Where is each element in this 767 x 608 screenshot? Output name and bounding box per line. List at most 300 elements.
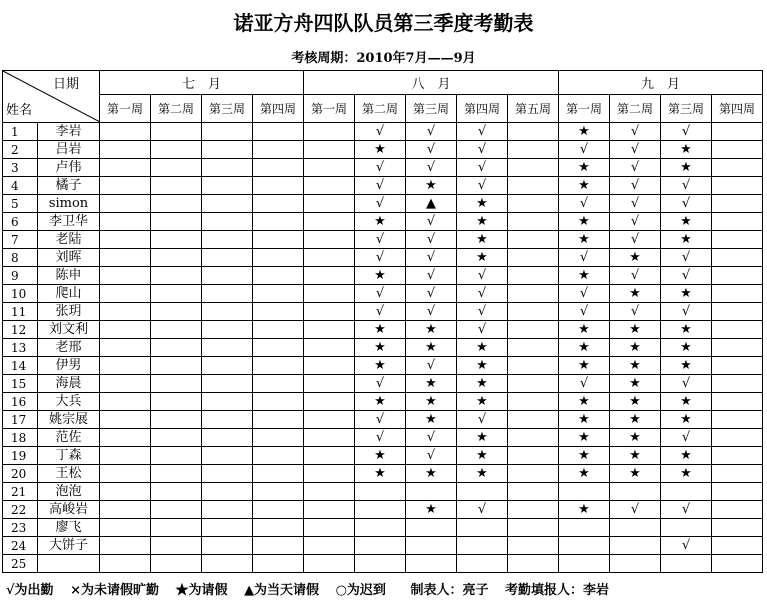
attendance-cell: ★: [406, 465, 457, 483]
legend-leave: ★为请假: [175, 583, 228, 598]
attendance-cell: [457, 519, 508, 537]
attendance-cell: [559, 483, 610, 501]
table-row: [3, 465, 763, 483]
attendance-cell: [151, 375, 202, 393]
attendance-cell: [202, 447, 253, 465]
row-number: 16: [3, 393, 38, 411]
attendance-cell: [508, 465, 559, 483]
member-name: 刘文利: [38, 321, 100, 339]
attendance-cell: ★: [610, 447, 661, 465]
legend-late: ○为迟到: [335, 583, 386, 598]
attendance-cell: [712, 159, 763, 177]
week-header: 第一周: [100, 95, 151, 123]
attendance-cell: √: [559, 303, 610, 321]
attendance-cell: [151, 483, 202, 501]
member-name: 范佐: [38, 429, 100, 447]
member-name: 廖飞: [38, 519, 100, 537]
attendance-cell: √: [355, 195, 406, 213]
attendance-cell: [202, 519, 253, 537]
attendance-cell: [253, 411, 304, 429]
table-row: [3, 213, 763, 231]
attendance-cell: √: [355, 231, 406, 249]
attendance-cell: [100, 375, 151, 393]
attendance-cell: [712, 375, 763, 393]
month-header-september: 九 月: [559, 71, 763, 95]
attendance-cell: ★: [559, 411, 610, 429]
attendance-cell: [304, 339, 355, 357]
table-row: [3, 447, 763, 465]
attendance-cell: [253, 465, 304, 483]
attendance-cell: [100, 159, 151, 177]
attendance-cell: ★: [610, 249, 661, 267]
attendance-cell: [151, 177, 202, 195]
row-number: 23: [3, 519, 38, 537]
attendance-cell: √: [457, 303, 508, 321]
attendance-cell: ▲: [406, 195, 457, 213]
attendance-cell: [253, 303, 304, 321]
attendance-cell: [712, 537, 763, 555]
member-name: 伊男: [38, 357, 100, 375]
attendance-cell: [457, 537, 508, 555]
attendance-cell: √: [457, 267, 508, 285]
member-name: 泡泡: [38, 483, 100, 501]
table-row: [3, 429, 763, 447]
attendance-cell: [508, 501, 559, 519]
date-header-label: 日期: [53, 77, 80, 92]
table-row: [3, 321, 763, 339]
attendance-cell: [559, 537, 610, 555]
week-header: 第二周: [610, 95, 661, 123]
member-name: 橘子: [38, 177, 100, 195]
member-name: 李岩: [38, 123, 100, 141]
sheet-title: 诺亚方舟四队队员第三季度考勤表: [233, 11, 534, 35]
attendance-cell: √: [355, 375, 406, 393]
attendance-cell: [100, 303, 151, 321]
period-label: 考核周期：2010年7月——9月: [291, 51, 476, 66]
attendance-cell: [202, 537, 253, 555]
attendance-cell: [151, 411, 202, 429]
attendance-cell: [151, 321, 202, 339]
table-row: [3, 267, 763, 285]
attendance-cell: ★: [610, 411, 661, 429]
attendance-cell: [712, 267, 763, 285]
attendance-cell: √: [406, 213, 457, 231]
attendance-cell: √: [661, 429, 712, 447]
attendance-cell: ★: [457, 195, 508, 213]
attendance-cell: ★: [661, 465, 712, 483]
attendance-cell: √: [610, 123, 661, 141]
attendance-cell: ★: [406, 393, 457, 411]
attendance-cell: [253, 537, 304, 555]
attendance-cell: [712, 465, 763, 483]
attendance-cell: √: [610, 501, 661, 519]
attendance-cell: [151, 285, 202, 303]
attendance-cell: √: [661, 267, 712, 285]
attendance-cell: [712, 177, 763, 195]
member-name: 王松: [38, 465, 100, 483]
attendance-cell: [508, 123, 559, 141]
attendance-cell: [151, 339, 202, 357]
row-number: 18: [3, 429, 38, 447]
attendance-cell: ★: [559, 447, 610, 465]
attendance-cell: [712, 285, 763, 303]
attendance-cell: [508, 321, 559, 339]
member-name: 海晨: [38, 375, 100, 393]
attendance-cell: [100, 285, 151, 303]
attendance-cell: [304, 195, 355, 213]
legend-footer: [6, 580, 766, 602]
attendance-cell: [151, 447, 202, 465]
row-number: 9: [3, 267, 38, 285]
attendance-cell: √: [610, 267, 661, 285]
attendance-cell: ★: [661, 447, 712, 465]
attendance-cell: [712, 195, 763, 213]
row-number: 15: [3, 375, 38, 393]
attendance-cell: [304, 393, 355, 411]
attendance-cell: [151, 537, 202, 555]
attendance-cell: [151, 555, 202, 573]
attendance-cell: ★: [406, 177, 457, 195]
month-header-august: 八 月: [304, 71, 559, 95]
attendance-cell: √: [457, 501, 508, 519]
attendance-cell: [151, 249, 202, 267]
attendance-cell: [202, 141, 253, 159]
attendance-cell: [712, 501, 763, 519]
attendance-cell: [355, 537, 406, 555]
attendance-cell: √: [355, 429, 406, 447]
attendance-cell: ★: [661, 339, 712, 357]
attendance-cell: ★: [355, 267, 406, 285]
attendance-cell: [508, 339, 559, 357]
table-row: [3, 501, 763, 519]
legend-sameday-leave: ▲为当天请假: [244, 583, 320, 598]
attendance-cell: [559, 555, 610, 573]
attendance-cell: [508, 249, 559, 267]
table-row: [3, 123, 763, 141]
attendance-cell: [304, 501, 355, 519]
attendance-cell: ★: [406, 411, 457, 429]
row-number: 13: [3, 339, 38, 357]
table-row: [3, 303, 763, 321]
row-number: 4: [3, 177, 38, 195]
attendance-cell: [253, 357, 304, 375]
row-number: 21: [3, 483, 38, 501]
attendance-cell: [253, 501, 304, 519]
attendance-cell: [712, 141, 763, 159]
attendance-cell: [202, 267, 253, 285]
attendance-cell: [712, 213, 763, 231]
attendance-cell: √: [406, 231, 457, 249]
attendance-cell: [100, 177, 151, 195]
attendance-cell: [151, 465, 202, 483]
attendance-cell: ★: [457, 249, 508, 267]
attendance-cell: [508, 519, 559, 537]
attendance-cell: √: [406, 141, 457, 159]
attendance-cell: [610, 519, 661, 537]
attendance-cell: [457, 555, 508, 573]
attendance-cell: [202, 303, 253, 321]
attendance-cell: ★: [406, 339, 457, 357]
attendance-cell: [202, 159, 253, 177]
attendance-cell: √: [661, 195, 712, 213]
attendance-cell: [508, 393, 559, 411]
attendance-cell: [304, 213, 355, 231]
member-name: 高峻岩: [38, 501, 100, 519]
row-number: 14: [3, 357, 38, 375]
week-header: 第一周: [559, 95, 610, 123]
table-row: [3, 195, 763, 213]
attendance-cell: ★: [661, 231, 712, 249]
table-row: [3, 555, 763, 573]
attendance-cell: ★: [559, 231, 610, 249]
attendance-cell: [661, 519, 712, 537]
member-name: 卢伟: [38, 159, 100, 177]
row-number: 25: [3, 555, 38, 573]
table-maker: 制表人：亮子: [410, 583, 489, 598]
attendance-cell: [712, 483, 763, 501]
attendance-cell: ★: [355, 465, 406, 483]
attendance-cell: √: [406, 267, 457, 285]
attendance-cell: √: [457, 123, 508, 141]
member-name: 刘晖: [38, 249, 100, 267]
attendance-cell: ★: [661, 393, 712, 411]
attendance-cell: [202, 339, 253, 357]
attendance-cell: [304, 411, 355, 429]
table-row: [3, 357, 763, 375]
attendance-cell: [202, 429, 253, 447]
attendance-cell: ★: [661, 285, 712, 303]
week-header: 第四周: [253, 95, 304, 123]
attendance-cell: [712, 357, 763, 375]
attendance-cell: [712, 123, 763, 141]
attendance-cell: [100, 537, 151, 555]
row-number: 12: [3, 321, 38, 339]
attendance-table: [2, 70, 763, 573]
attendance-cell: √: [406, 429, 457, 447]
attendance-cell: [355, 519, 406, 537]
attendance-cell: ★: [355, 339, 406, 357]
table-row: [3, 483, 763, 501]
attendance-cell: [304, 447, 355, 465]
attendance-cell: [508, 285, 559, 303]
attendance-cell: [508, 303, 559, 321]
attendance-cell: ★: [610, 375, 661, 393]
attendance-cell: ★: [610, 393, 661, 411]
attendance-cell: √: [610, 303, 661, 321]
attendance-cell: √: [406, 285, 457, 303]
table-row: [3, 231, 763, 249]
member-name: 爬山: [38, 285, 100, 303]
attendance-cell: [253, 213, 304, 231]
row-number: 1: [3, 123, 38, 141]
attendance-cell: √: [457, 177, 508, 195]
attendance-cell: ★: [406, 375, 457, 393]
attendance-cell: √: [559, 141, 610, 159]
attendance-cell: √: [559, 249, 610, 267]
attendance-cell: [253, 267, 304, 285]
attendance-cell: [100, 447, 151, 465]
header-corner: [3, 71, 100, 123]
attendance-cell: ★: [406, 501, 457, 519]
attendance-cell: [355, 501, 406, 519]
month-header-july: 七 月: [100, 71, 304, 95]
attendance-cell: [202, 249, 253, 267]
attendance-cell: [508, 555, 559, 573]
attendance-cell: [202, 555, 253, 573]
member-name: 老陆: [38, 231, 100, 249]
attendance-cell: [508, 357, 559, 375]
week-header: 第三周: [406, 95, 457, 123]
table-row: [3, 519, 763, 537]
attendance-cell: [253, 447, 304, 465]
attendance-cell: [151, 429, 202, 447]
attendance-cell: [304, 519, 355, 537]
attendance-cell: [508, 231, 559, 249]
attendance-cell: [712, 555, 763, 573]
member-name: 大饼子: [38, 537, 100, 555]
member-name: 李卫华: [38, 213, 100, 231]
attendance-cell: [508, 483, 559, 501]
attendance-cell: √: [355, 285, 406, 303]
attendance-cell: √: [457, 159, 508, 177]
attendance-cell: [151, 303, 202, 321]
attendance-cell: [304, 357, 355, 375]
attendance-cell: [151, 231, 202, 249]
attendance-cell: [304, 231, 355, 249]
attendance-cell: [508, 447, 559, 465]
attendance-cell: [202, 321, 253, 339]
row-number: 11: [3, 303, 38, 321]
attendance-cell: [100, 555, 151, 573]
row-number: 24: [3, 537, 38, 555]
attendance-cell: [406, 555, 457, 573]
attendance-cell: [712, 339, 763, 357]
attendance-cell: [100, 393, 151, 411]
table-row: [3, 339, 763, 357]
row-number: 2: [3, 141, 38, 159]
attendance-cell: [202, 393, 253, 411]
attendance-cell: [304, 285, 355, 303]
attendance-cell: [100, 267, 151, 285]
attendance-cell: √: [661, 249, 712, 267]
attendance-cell: √: [457, 141, 508, 159]
attendance-cell: [100, 357, 151, 375]
attendance-cell: [508, 411, 559, 429]
attendance-cell: [253, 249, 304, 267]
attendance-cell: [559, 519, 610, 537]
attendance-cell: [202, 483, 253, 501]
attendance-cell: [610, 483, 661, 501]
week-header: 第三周: [661, 95, 712, 123]
attendance-cell: ★: [355, 393, 406, 411]
attendance-cell: ★: [355, 321, 406, 339]
attendance-cell: [304, 249, 355, 267]
attendance-cell: [253, 195, 304, 213]
attendance-cell: [508, 213, 559, 231]
attendance-cell: √: [355, 249, 406, 267]
row-number: 6: [3, 213, 38, 231]
week-header: 第四周: [712, 95, 763, 123]
attendance-cell: [406, 537, 457, 555]
attendance-cell: [253, 285, 304, 303]
attendance-cell: ★: [457, 213, 508, 231]
attendance-cell: √: [559, 195, 610, 213]
attendance-cell: ★: [661, 321, 712, 339]
attendance-cell: [253, 123, 304, 141]
attendance-cell: [151, 159, 202, 177]
attendance-cell: [304, 537, 355, 555]
attendance-cell: √: [457, 411, 508, 429]
attendance-cell: √: [610, 177, 661, 195]
attendance-cell: [151, 213, 202, 231]
legend-absent: ×为未请假旷勤: [70, 583, 159, 598]
attendance-cell: [508, 429, 559, 447]
attendance-cell: √: [406, 249, 457, 267]
attendance-cell: [304, 555, 355, 573]
member-name: 吕岩: [38, 141, 100, 159]
week-header: 第一周: [304, 95, 355, 123]
attendance-cell: [253, 321, 304, 339]
attendance-cell: √: [355, 123, 406, 141]
attendance-cell: √: [355, 303, 406, 321]
attendance-cell: [202, 213, 253, 231]
attendance-cell: [100, 231, 151, 249]
attendance-cell: ★: [457, 393, 508, 411]
attendance-cell: [406, 519, 457, 537]
attendance-cell: √: [610, 159, 661, 177]
attendance-cell: ★: [559, 177, 610, 195]
attendance-cell: [508, 195, 559, 213]
attendance-cell: ★: [661, 411, 712, 429]
attendance-cell: √: [610, 141, 661, 159]
table-row: [3, 411, 763, 429]
attendance-cell: √: [406, 303, 457, 321]
table-row: [3, 177, 763, 195]
attendance-cell: [202, 195, 253, 213]
row-number: 19: [3, 447, 38, 465]
member-name: 丁森: [38, 447, 100, 465]
table-row: [3, 159, 763, 177]
row-number: 17: [3, 411, 38, 429]
attendance-cell: ★: [559, 429, 610, 447]
week-header: 第二周: [151, 95, 202, 123]
member-name: [38, 555, 100, 573]
attendance-cell: [151, 141, 202, 159]
attendance-cell: [304, 483, 355, 501]
attendance-cell: [661, 555, 712, 573]
row-number: 22: [3, 501, 38, 519]
attendance-cell: [508, 537, 559, 555]
attendance-cell: [457, 483, 508, 501]
attendance-cell: [253, 177, 304, 195]
attendance-cell: ★: [610, 429, 661, 447]
attendance-cell: [508, 375, 559, 393]
attendance-cell: √: [559, 285, 610, 303]
attendance-cell: ★: [457, 429, 508, 447]
attendance-cell: [202, 411, 253, 429]
attendance-cell: [355, 555, 406, 573]
attendance-cell: √: [610, 231, 661, 249]
member-name: 陈申: [38, 267, 100, 285]
attendance-cell: [253, 141, 304, 159]
attendance-cell: √: [406, 357, 457, 375]
attendance-cell: [661, 483, 712, 501]
attendance-cell: [253, 231, 304, 249]
row-number: 10: [3, 285, 38, 303]
attendance-cell: [100, 249, 151, 267]
week-header: 第四周: [457, 95, 508, 123]
attendance-cell: √: [661, 303, 712, 321]
